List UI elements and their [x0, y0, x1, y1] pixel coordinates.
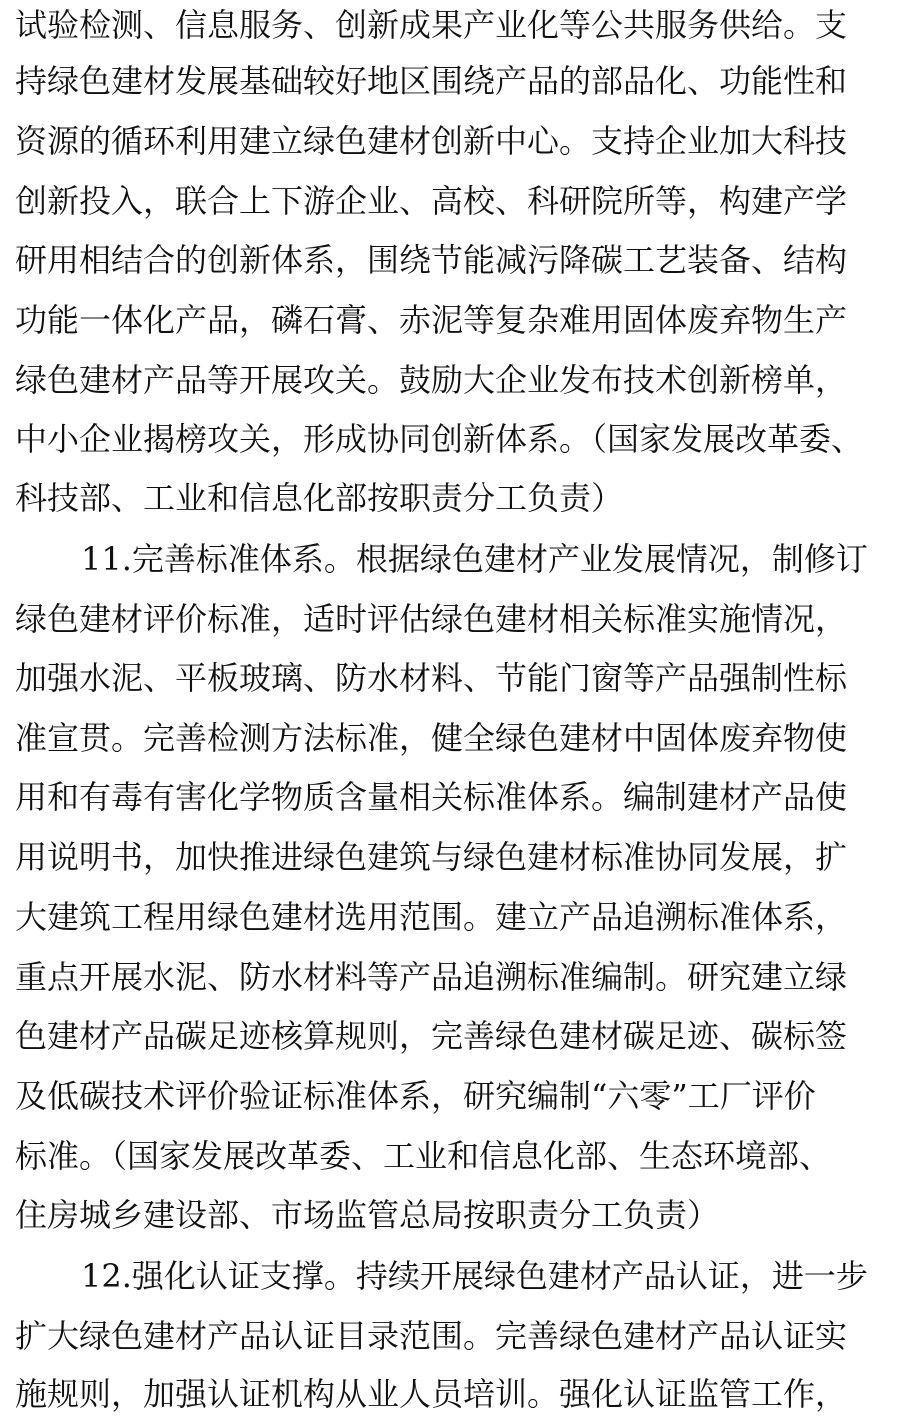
text-line: 中小企业揭榜攻关，形成协同创新体系。（国家发展改革委、 [15, 420, 864, 458]
text-line: 扩大绿色建材产品认证目录范围。完善绿色建材产品认证实 [15, 1317, 848, 1355]
text-line: 色建材产品碳足迹核算规则，完善绿色建材碳足迹、碳标签 [15, 1017, 848, 1055]
text-line: 持绿色建材发展基础较好地区围绕产品的部品化、功能性和 [15, 62, 848, 100]
text-line: 大建筑工程用绿色建材选用范围。建立产品追溯标准体系， [15, 898, 848, 936]
text-line: 科技部、工业和信息化部按职责分工负责） [15, 479, 624, 517]
text-line: 绿色建材评价标准，适时评估绿色建材相关标准实施情况， [15, 600, 848, 638]
text-line: 试验检测、信息服务、创新成果产业化等公共服务供给。支 [15, 6, 848, 44]
text-line: 及低碳技术评价验证标准体系，研究编制“六零”工厂评价 [15, 1077, 816, 1115]
text-line: 加强水泥、平板玻璃、防水材料、节能门窗等产品强制性标 [15, 659, 848, 697]
text-line: 标准。（国家发展改革委、工业和信息化部、生态环境部、 [15, 1137, 832, 1175]
text-line: 重点开展水泥、防水材料等产品追溯标准编制。研究建立绿 [15, 958, 848, 996]
text-line: 用说明书，加快推进绿色建筑与绿色建材标准协同发展，扩 [15, 838, 848, 876]
text-line: 研用相结合的创新体系，围绕节能减污降碳工艺装备、结构 [15, 241, 848, 279]
paragraph-12-first-line: 12.强化认证支撑。持续开展绿色建材产品认证，进一步 [81, 1257, 868, 1295]
text-line: 创新投入，联合上下游企业、高校、科研院所等，构建产学 [15, 182, 848, 220]
text-line: 功能一体化产品，磷石膏、赤泥等复杂难用固体废弃物生产 [15, 301, 848, 339]
text-line: 施规则，加强认证机构从业人员培训。强化认证监管工作， [15, 1375, 848, 1413]
text-line: 绿色建材产品等开展攻关。鼓励大企业发布技术创新榜单， [15, 361, 848, 399]
paragraph-11-first-line: 11.完善标准体系。根据绿色建材产业发展情况，制修订 [81, 540, 868, 578]
text-line: 准宣贯。完善检测方法标准，健全绿色建材中固体废弃物使 [15, 719, 848, 757]
text-line: 用和有毒有害化学物质含量相关标准体系。编制建材产品使 [15, 778, 848, 816]
text-line: 资源的循环利用建立绿色建材创新中心。支持企业加大科技 [15, 122, 848, 160]
text-line: 住房城乡建设部、市场监管总局按职责分工负责） [15, 1196, 720, 1234]
